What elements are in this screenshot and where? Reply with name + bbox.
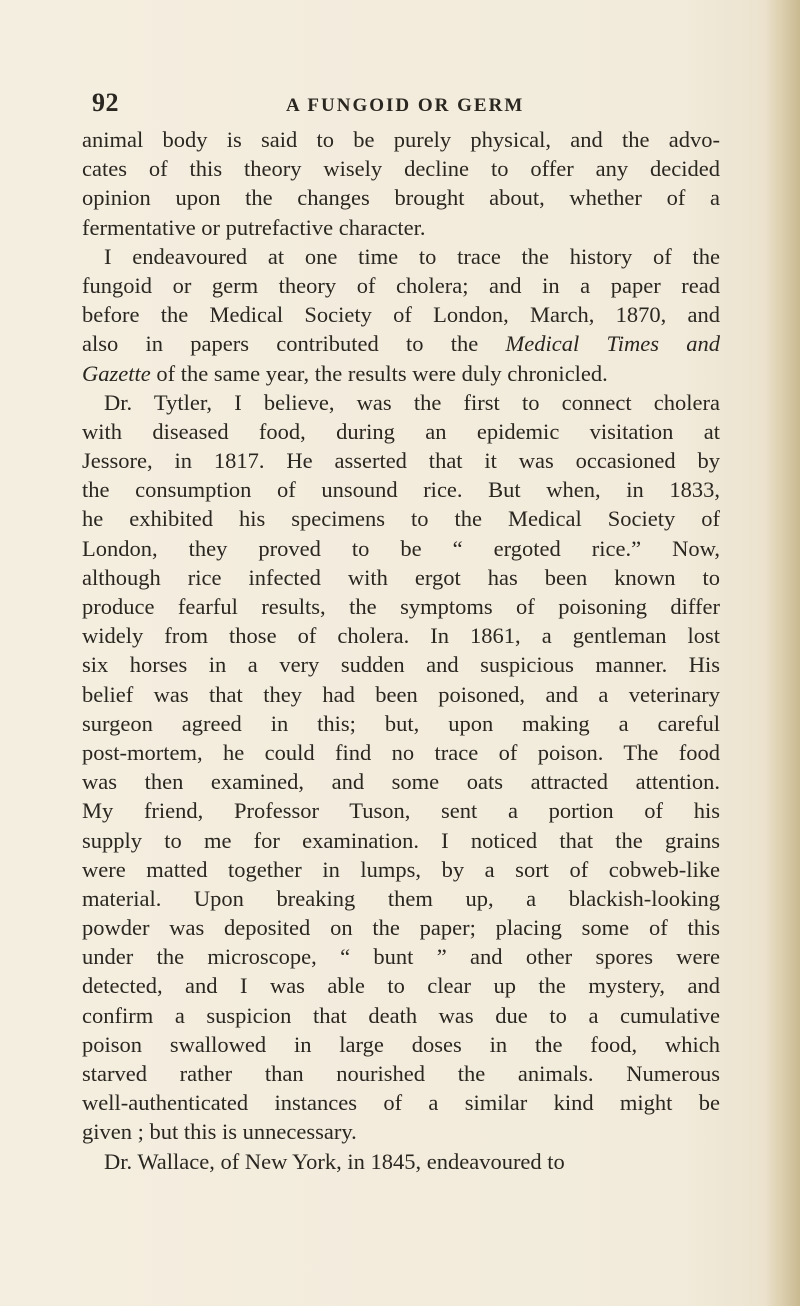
text-segment: also in papers contributed to the — [82, 331, 479, 357]
text-line: supply to me for examination. I noticed that the grains — [82, 827, 720, 853]
text-line: cates of this theory wisely decline to offer any decided — [82, 156, 720, 182]
text-line: opinion upon the changes brought about, whether of a — [82, 185, 720, 211]
italic-title: Gazette — [82, 360, 151, 386]
running-title: A FUNGOID OR GERM — [286, 95, 525, 116]
text-line: London, they proved to be “ ergoted rice.” Now, — [82, 535, 720, 561]
text-line — [82, 329, 720, 358]
text-line: under the microscope, “ bunt ” and other spores were — [82, 944, 720, 970]
text-line: before the Medical Society of London, March, 1870, and — [82, 302, 720, 328]
page-header — [0, 88, 800, 118]
text-segment: of the same year, the results were duly chronicled. — [156, 360, 608, 386]
text-line: were matted together in lumps, by a sort of cobweb-like — [82, 856, 720, 882]
text-line: animal body is said to be purely physical, and the advo- — [82, 127, 720, 152]
text-line: starved rather than nourished the animals. Numerous — [82, 1061, 720, 1086]
text-line: Dr. Tytler, I believe, was the first to connect cholera — [104, 389, 720, 415]
italic-title: Medical Times and — [505, 331, 721, 357]
text-line: powder was deposited on the paper; placing some of this — [82, 915, 720, 941]
text-line: well-authenticated instances of a similar kind might be — [82, 1090, 720, 1116]
text-line: fungoid or germ theory of cholera; and in a paper read — [82, 272, 720, 298]
page-number: 92 — [92, 88, 119, 117]
text-line: he exhibited his specimens to the Medical Society of — [82, 506, 720, 532]
text-line: given ; but this is unnecessary. — [82, 1119, 357, 1145]
text-line: produce fearful results, the symptoms of poisoning differ — [82, 594, 720, 619]
text-line: detected, and I was able to clear up the mystery, and — [82, 973, 720, 999]
text-line — [82, 359, 720, 388]
text-line: was then examined, and some oats attracted attention. — [82, 769, 720, 795]
text-line: fermentative or putrefactive character. — [82, 214, 426, 240]
text-line: the consumption of unsound rice. But when, in 1833, — [82, 477, 720, 503]
text-line: Dr. Wallace, of New York, in 1845, endeavoured to — [104, 1148, 565, 1174]
text-line: material. Upon breaking them up, a blackish-looking — [82, 885, 720, 911]
body-text — [82, 125, 720, 1176]
text-line: widely from those of cholera. In 1861, a gentleman lost — [82, 623, 720, 649]
text-line: confirm a suspicion that death was due to a cumulative — [82, 1002, 720, 1028]
text-line: I endeavoured at one time to trace the history of the — [104, 243, 720, 269]
text-line: surgeon agreed in this; but, upon making a careful — [82, 710, 720, 736]
text-line: with diseased food, during an epidemic visitation at — [82, 418, 720, 444]
text-line: six horses in a very sudden and suspicious manner. His — [82, 652, 720, 678]
text-line: belief was that they had been poisoned, and a veterinary — [82, 681, 720, 707]
text-line: poison swallowed in large doses in the food, which — [82, 1031, 720, 1057]
page-edge-shading — [766, 0, 800, 1306]
text-line: post-mortem, he could find no trace of poison. The food — [82, 739, 720, 765]
text-line: Jessore, in 1817. He asserted that it was occasioned by — [82, 448, 720, 474]
text-line: although rice infected with ergot has been known to — [82, 564, 720, 590]
text-line: My friend, Professor Tuson, sent a portion of his — [82, 798, 720, 824]
